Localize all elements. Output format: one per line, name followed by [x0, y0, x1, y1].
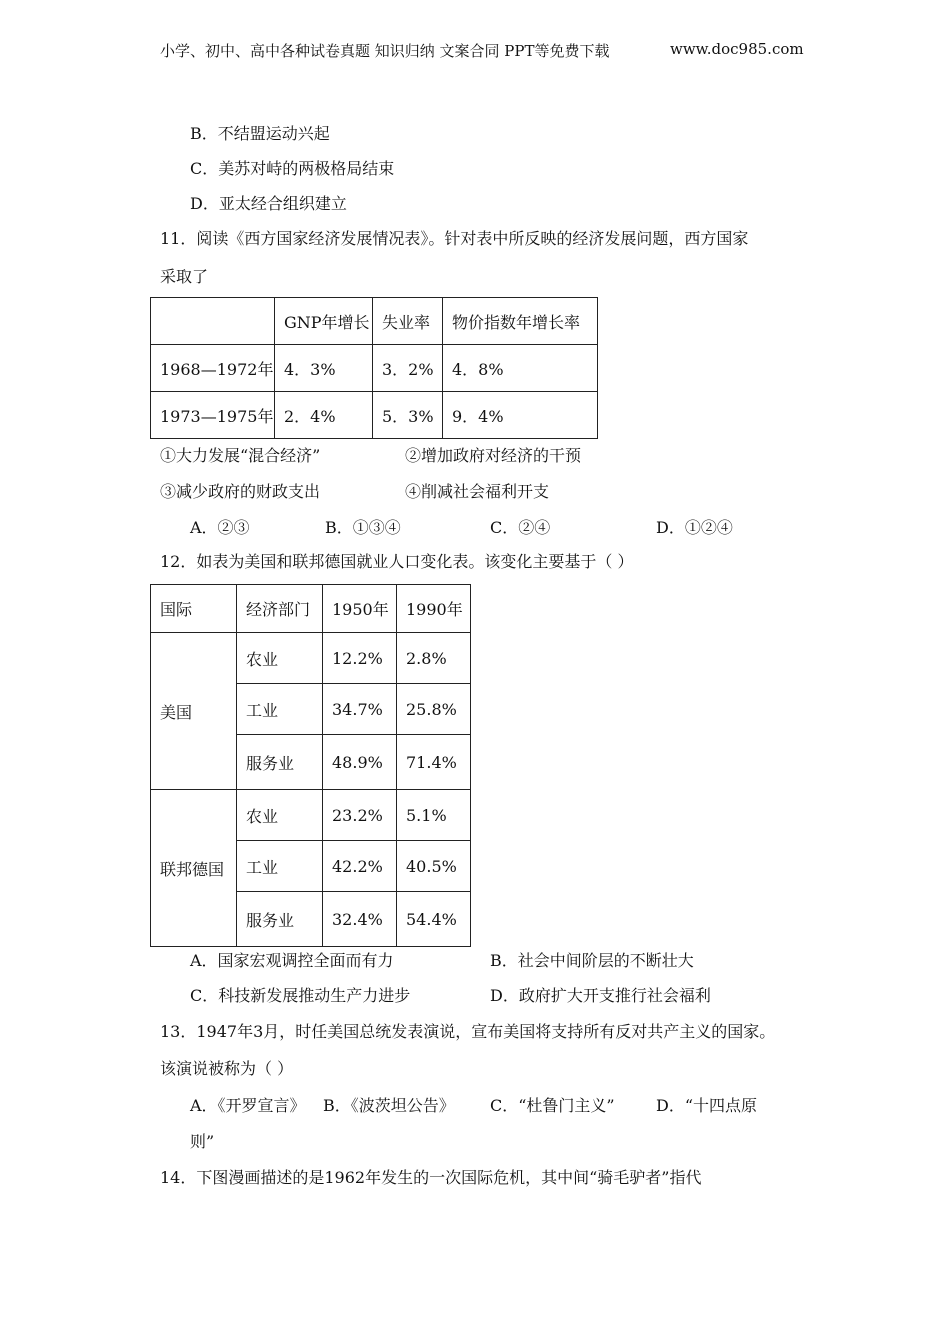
q12-country-cell: 美国	[151, 633, 237, 790]
q12-table-cell: 32.4%	[323, 892, 397, 947]
q11-item-2: ②增加政府对经济的干预	[405, 446, 582, 465]
q11-table-cell: 5．3%	[373, 392, 443, 439]
q12-table-cell: 34.7%	[323, 684, 397, 735]
q12-table-cell: 42.2%	[323, 841, 397, 892]
q11-table-cell: 4．3%	[275, 345, 373, 392]
q12-header-cell: 1990年	[397, 585, 471, 633]
q12-option-a[interactable]: A．国家宏观调控全面而有力	[190, 951, 394, 970]
q12-table-cell: 48.9%	[323, 735, 397, 790]
q11-item-1: ①大力发展“混合经济”	[160, 446, 321, 465]
q11-table-cell: 2．4%	[275, 392, 373, 439]
q11-table-cell: 1973—1975年	[151, 392, 275, 439]
q12-table	[150, 584, 471, 947]
q12-table-cell: 12.2%	[323, 633, 397, 684]
q13-option-c[interactable]: C．“杜鲁门主义”	[490, 1096, 615, 1115]
q12-option-d[interactable]: D．政府扩大开支推行社会福利	[490, 986, 711, 1005]
q12-table-cell: 工业	[237, 684, 323, 735]
prev-option-d: D．亚太经合组织建立	[190, 194, 347, 213]
q11-option-d[interactable]: D．①②④	[656, 518, 733, 537]
q12-table-cell: 服务业	[237, 892, 323, 947]
q12-option-c[interactable]: C．科技新发展推动生产力进步	[190, 986, 411, 1005]
q11-table-cell: 3．2%	[373, 345, 443, 392]
q12-header-cell: 经济部门	[237, 585, 323, 633]
q11-header-cell: GNP年增长	[275, 298, 373, 345]
q12-table-cell: 工业	[237, 841, 323, 892]
q13-stem-line1: 13．1947年3月，时任美国总统发表演说，宣布美国将支持所有反对共产主义的国家。	[160, 1022, 776, 1041]
q12-stem: 12．如表为美国和联邦德国就业人口变化表。该变化主要基于（ ）	[160, 552, 634, 571]
q11-header-cell: 失业率	[373, 298, 443, 345]
q12-country-cell: 联邦德国	[151, 790, 237, 947]
q11-item-3: ③减少政府的财政支出	[160, 482, 321, 501]
q12-table-cell: 农业	[237, 790, 323, 841]
q13-option-b[interactable]: B．《波茨坦公告》	[323, 1096, 455, 1115]
q12-table-cell: 23.2%	[323, 790, 397, 841]
header-text: 小学、初中、高中各种试卷真题 知识归纳 文案合同 PPT等免费下载	[160, 42, 610, 60]
prev-option-c: C．美苏对峙的两极格局结束	[190, 159, 395, 178]
q11-option-c[interactable]: C．②④	[490, 518, 551, 537]
header-url[interactable]: www.doc985.com	[670, 40, 804, 58]
q12-table-cell: 服务业	[237, 735, 323, 790]
q12-table-cell: 54.4%	[397, 892, 471, 947]
q11-header-cell	[151, 298, 275, 345]
q13-option-d[interactable]: D．“十四点原	[656, 1096, 758, 1115]
q12-header-cell: 国际	[151, 585, 237, 633]
q12-option-b[interactable]: B．社会中间阶层的不断壮大	[490, 951, 694, 970]
q13-option-a[interactable]: A．《开罗宣言》	[190, 1096, 306, 1115]
q12-table-cell: 5.1%	[397, 790, 471, 841]
q12-table-cell: 40.5%	[397, 841, 471, 892]
q12-header-cell: 1950年	[323, 585, 397, 633]
page-header	[160, 40, 804, 61]
q11-header-cell: 物价指数年增长率	[443, 298, 598, 345]
q11-option-a[interactable]: A．②③	[190, 518, 250, 537]
prev-option-b: B．不结盟运动兴起	[190, 124, 330, 143]
q13-option-d-wrap: 则”	[190, 1132, 215, 1151]
q12-table-cell: 2.8%	[397, 633, 471, 684]
q11-stem-line1: 11．阅读《西方国家经济发展情况表》。针对表中所反映的经济发展问题，西方国家	[160, 229, 749, 248]
q11-item-4: ④削减社会福利开支	[405, 482, 550, 501]
q12-table-cell: 农业	[237, 633, 323, 684]
q11-option-b[interactable]: B．①③④	[325, 518, 401, 537]
q11-table-cell: 9．4%	[443, 392, 598, 439]
q14-stem: 14．下图漫画描述的是1962年发生的一次国际危机，其中间“骑毛驴者”指代	[160, 1168, 702, 1187]
q11-table-cell: 4．8%	[443, 345, 598, 392]
q12-table-cell: 25.8%	[397, 684, 471, 735]
q11-stem-line2: 采取了	[160, 267, 209, 286]
q11-table	[150, 297, 598, 439]
q13-stem-line2: 该演说被称为（ ）	[160, 1059, 294, 1078]
q12-table-cell: 71.4%	[397, 735, 471, 790]
q11-table-cell: 1968—1972年	[151, 345, 275, 392]
